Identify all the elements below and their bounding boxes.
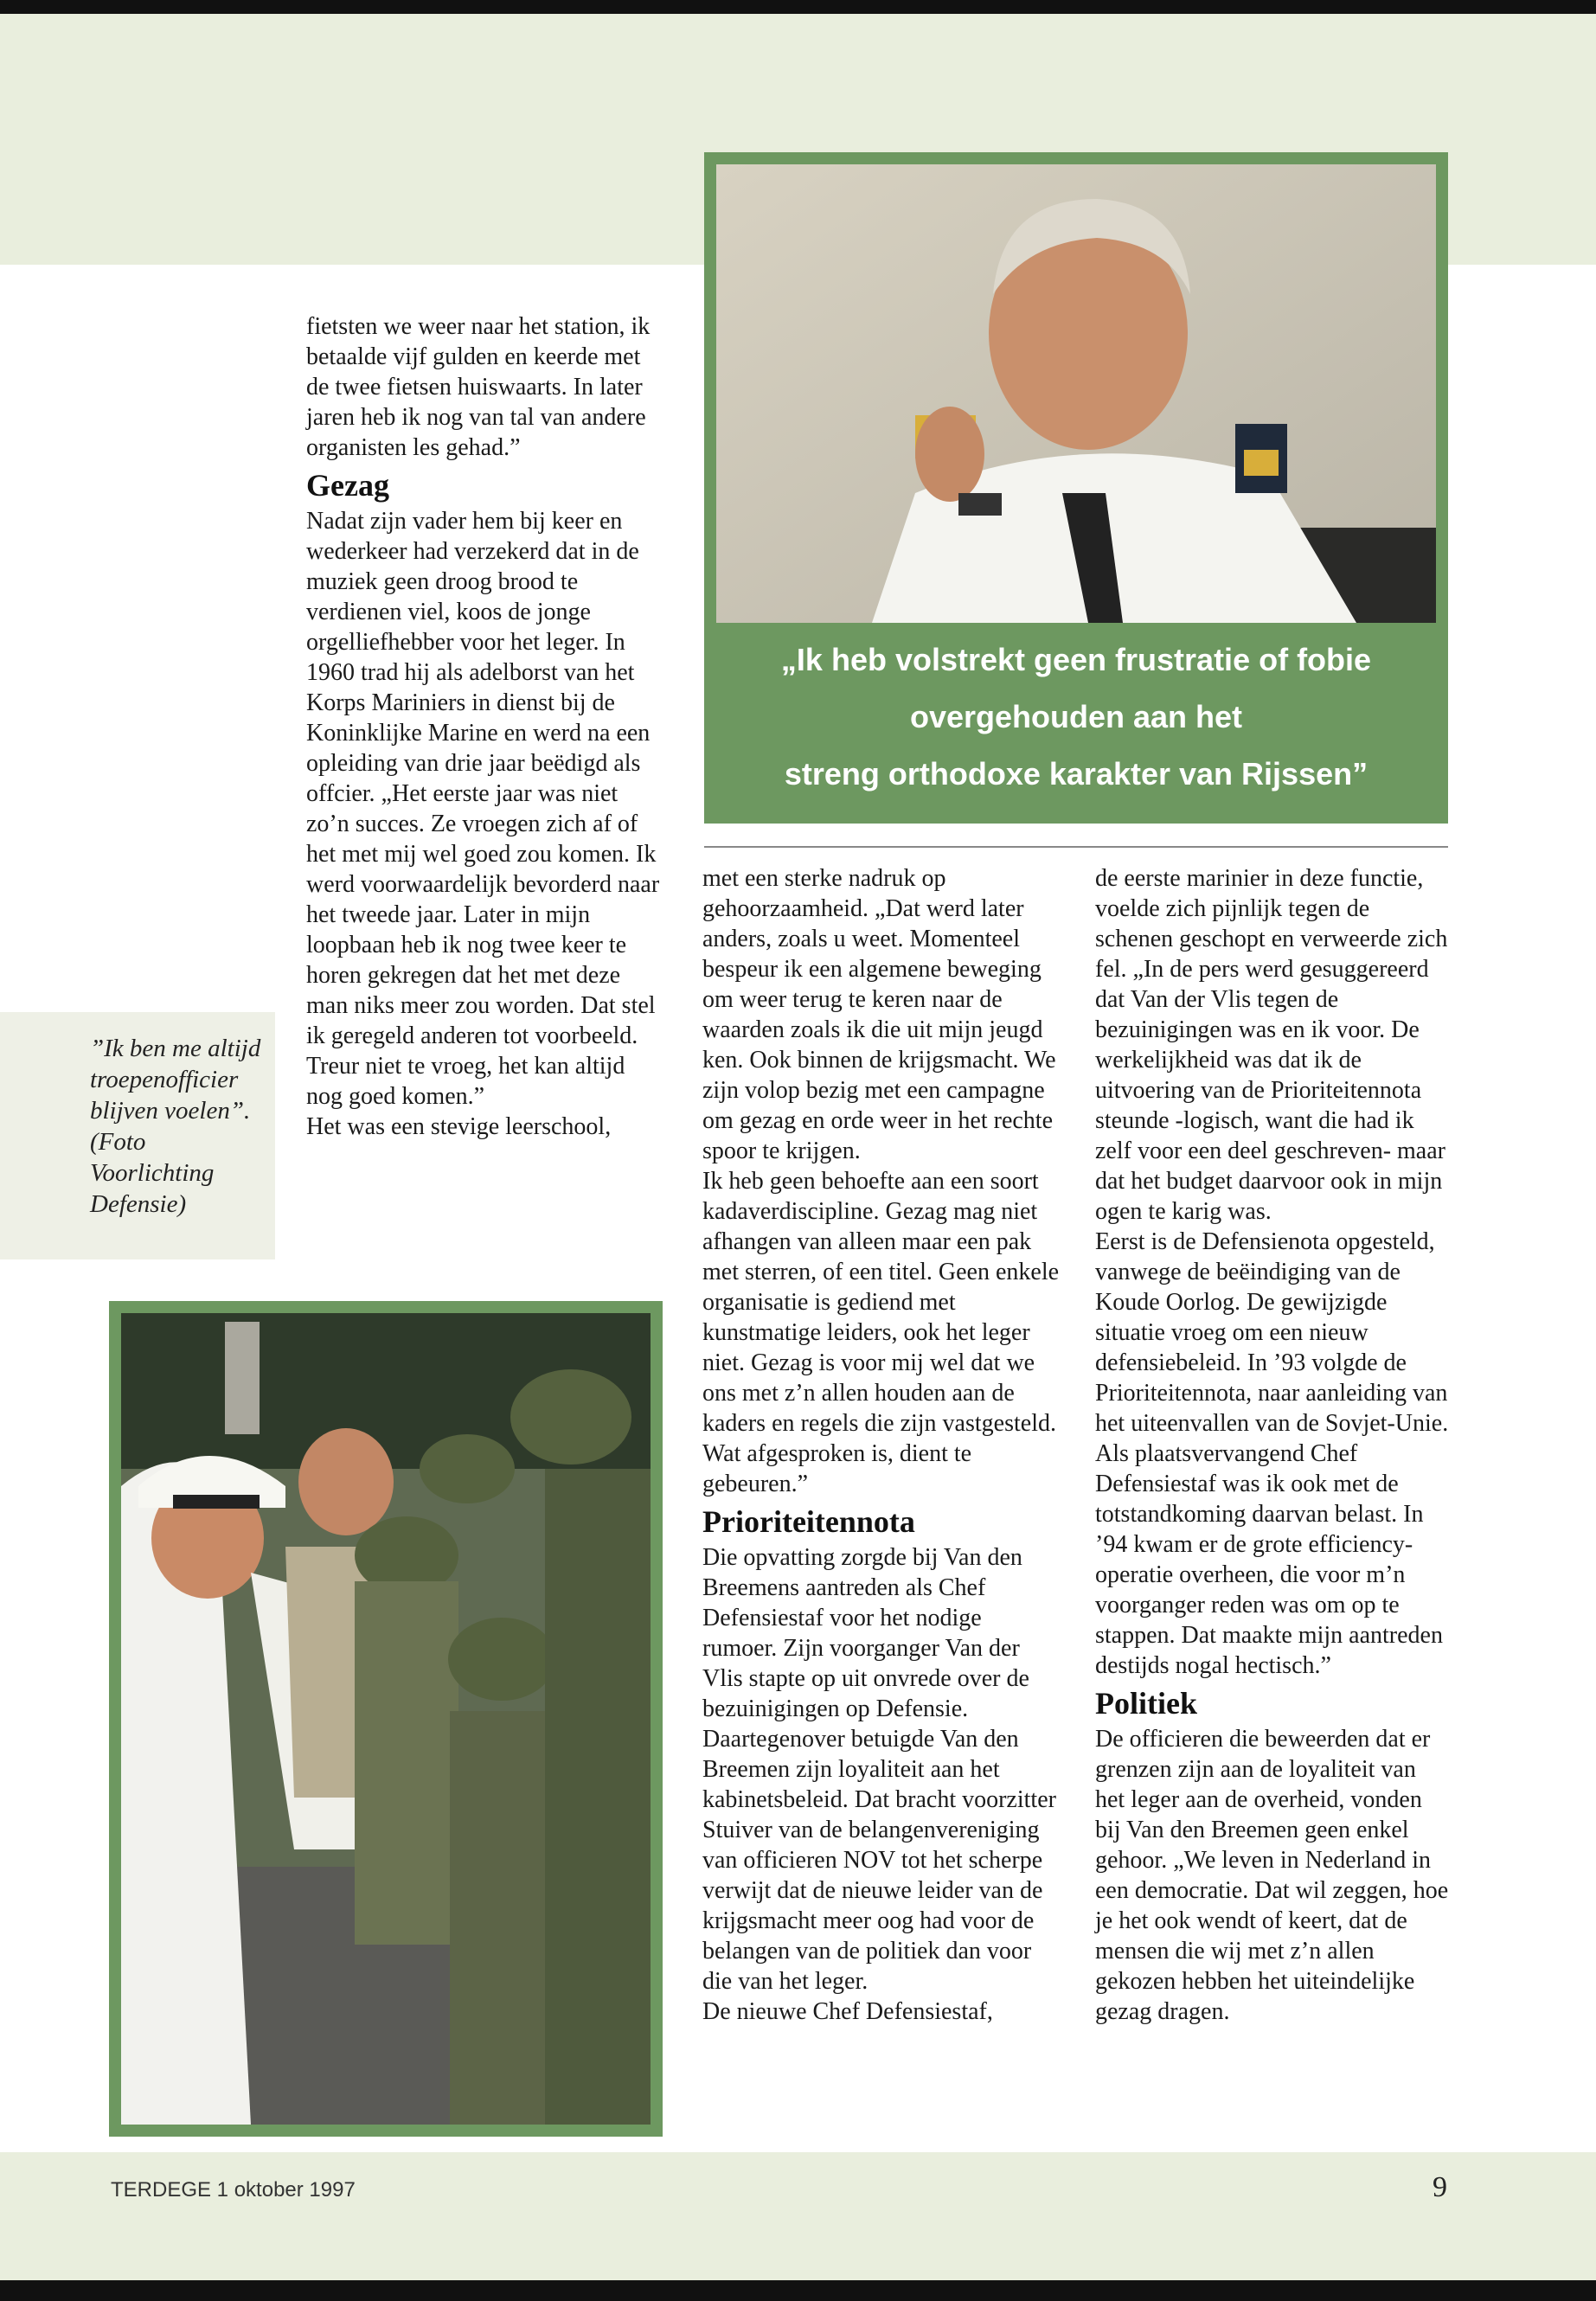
paragraph: Ik heb geen behoefte aan een soort kadaverdiscipline. Gezag mag niet afhangen van alleen maar een pak met sterren, of een titel. Geen enkele organisatie is gediend met kunstmatige leiders, ook het leger niet. Gezag is voor mij wel dat we ons met z’n allen houden aan de kaders en regels die zijn vastgesteld. Wat afgesproken is, dient te gebeuren.” [702, 1168, 1060, 1497]
section-heading: Politiek [1095, 1686, 1197, 1721]
footer-band [0, 2152, 1596, 2280]
handshake-photo-frame [109, 1301, 663, 2137]
article-column-1 [306, 311, 664, 1142]
column-rule [704, 846, 1448, 848]
bottom-border [0, 2280, 1596, 2301]
pull-quote-line-3: streng orthodoxe karakter van Rijssen” [784, 756, 1368, 792]
paragraph: Nadat zijn vader hem bij keer en wederkeer had verzekerd dat in de muziek geen droog brood te verdienen viel, koos de jonge orgelliefhebber voor het leger. In 1960 trad hij als adelborst van het Korps Mariniers in dienst bij de Koninklijke Marine en werd na een opleiding van drie jaar beëdigd als offcier. „Het eerste jaar was niet zo’n succes. Ze vroegen zich af of het met mij wel goed zou komen. Ik werd voorwaardelijk bevorderd naar het tweede jaar. Later in mijn loopbaan heb ik nog twee keer te horen gekregen dat het met deze man niks meer zou worden. Dat stel ik geregeld anderen tot voorbeeld. Treur niet te vroeg, het kan altijd nog goed komen.” [306, 508, 660, 1110]
pull-quote-line-1: „Ik heb volstrekt geen frustratie of fobie [780, 642, 1372, 677]
top-border [0, 0, 1596, 14]
article-column-3 [1095, 863, 1452, 2027]
paragraph: Eerst is de Defensienota opgesteld, vanwege de beëindiging van de Koude Oorlog. De gewijzigde situatie vroeg om een nieuw defensiebeleid. In ’93 volgde de Prioriteitennota, naar aanleiding van het uiteenvallen van de Sovjet-Unie. Als plaatsvervangend Chef Defensiestaf was ik ook met de totstandkoming daarvan belast. In ’94 kwam er de grote efficiency-operatie overheen, die voor m’n voorganger reden was om op te stappen. Dat maakte mijn aantreden destijds nogal hectisch.” [1095, 1228, 1449, 1679]
paragraph: De officieren die beweerden dat er grenzen zijn aan de loyaliteit van het leger aan de overheid, vonden bij Van den Breemen geen enkel gehoor. „We leven in Nederland in een democratie. Dat wil zeggen, hoe je het ook wendt of keert, dat de mensen die wij met z’n allen gekozen hebben het uiteindelijke gezag dragen. [1095, 1726, 1449, 2025]
paragraph: met een sterke nadruk op gehoorzaamheid. „Dat werd later anders, zoals u weet. Momenteel bespeur ik een algemene beweging om weer terug te keren naar de waarden zoals ik die uit mijn jeugd ken. Ook binnen de krijgsmacht. We zijn volop bezig met een campagne om gezag en orde weer in het rechte spoor te krijgen. [702, 865, 1056, 1164]
portrait-photo-frame [704, 152, 1448, 824]
handshake-photo [121, 1313, 651, 2125]
portrait-illustration [716, 164, 1436, 623]
pull-quote [716, 631, 1436, 792]
handshake-illustration [121, 1313, 651, 2125]
pull-quote-line-2: overgehouden aan het [909, 699, 1243, 734]
paragraph: fietsten we weer naar het station, ik betaalde vijf gulden en keerde met de twee fietsen huiswaarts. In later jaren heb ik nog van tal van andere organisten les gehad.” [306, 313, 651, 461]
photo-caption: ”Ik ben me altijd troepenofficier blijven voelen”. (Foto Voorlichting Defensie) [90, 1035, 261, 1218]
paragraph: de eerste marinier in deze functie, voelde zich pijnlijk tegen de schenen geschopt en verweerde zich fel. „In de pers werd gesuggereerd dat Van der Vlis tegen de bezuinigingen was en ik voor. De werkelijkheid was dat ik de uitvoering van de Prioriteitennota steunde -logisch, want die had ik zelf voor een deel geschreven- maar dat het budget daarvoor ook in mijn ogen te karig was. [1095, 865, 1448, 1225]
page-number: 9 [1433, 2171, 1447, 2203]
paragraph: De nieuwe Chef Defensiestaf, [702, 1998, 993, 2025]
paragraph: Het was een stevige leerschool, [306, 1113, 612, 1140]
section-heading: Prioriteitennota [702, 1504, 915, 1539]
section-heading: Gezag [306, 468, 389, 503]
footer-publication: TERDEGE 1 oktober 1997 [111, 2178, 356, 2202]
article-column-2 [702, 863, 1061, 2027]
paragraph: Die opvatting zorgde bij Van den Breemens aantreden als Chef Defensiestaf voor het nodige rumoer. Zijn voorganger Van der Vlis stapte op uit onvrede over de bezuinigingen op Defensie. Daartegenover betuigde Van den Breemen zijn loyaliteit aan het kabinetsbeleid. Dat bracht voorzitter Stuiver van de belangenvereniging van officieren NOV tot het scherpe verwijt dat de nieuwe leider van de krijgsmacht meer oog had voor de belangen van de politiek dan voor die van het leger. [702, 1544, 1056, 1995]
portrait-photo [716, 164, 1436, 792]
